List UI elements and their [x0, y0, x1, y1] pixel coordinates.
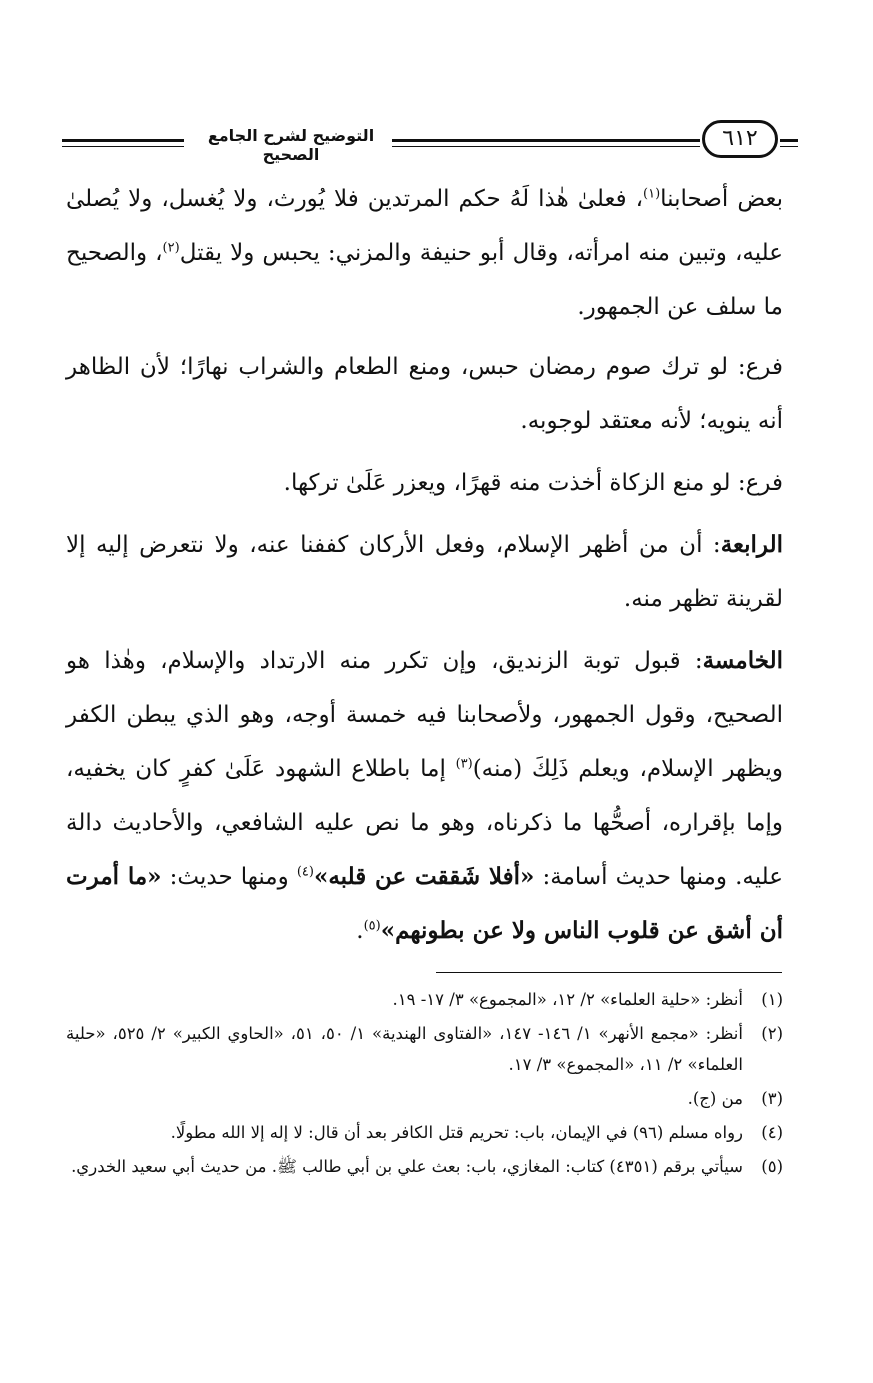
paragraph-5	[66, 634, 783, 958]
footnote	[66, 984, 783, 1015]
footnote-text: أنظر: «مجمع الأنهر» ١/ ١٤٦- ١٤٧، «الفتاوى الهندية» ١/ ٥٠، ٥١، «الحاوي الكبير» ٢/ ٥٢٥، «حلية العلماء» ٢/ ١١، «المجموع» ٣/ ١٧.	[66, 1024, 743, 1074]
page-header	[62, 118, 798, 164]
header-rule-right	[780, 139, 798, 147]
footnote	[66, 1151, 783, 1182]
footnote	[66, 1083, 783, 1114]
footnote-text: سيأتي برقم (٤٣٥١) كتاب: المغازي، باب: بعث علي بن أبي طالب ﷺ. من حديث أبي سعيد الخدري.	[71, 1157, 743, 1176]
text-segment: : قبول توبة الزنديق، وإن تكرر منه الارتداد والإسلام، وهٰذا هو الصحيح، وقول الجمهور، ولأصحابنا فيه خمسة أوجه، وهو الذي يبطن الكفر ويظهر الإسلام، ويعلم ذَلِكَ (منه)	[66, 648, 783, 782]
main-text	[66, 172, 783, 966]
running-title: التوضيح لشرح الجامع الصحيح	[207, 126, 375, 164]
footnote-number: (٣)	[761, 1089, 783, 1108]
paragraph-lead: فرع	[745, 470, 783, 496]
footnote-number: (٥)	[761, 1157, 783, 1176]
footnotes	[66, 984, 783, 1185]
text-segment: : لو ترك صوم رمضان حبس، ومنع الطعام والشراب نهارًا؛ لأن الظاهر أنه ينويه؛ لأنه معتقد لوجوبه.	[66, 354, 783, 434]
paragraph-2	[66, 340, 783, 448]
footnote-ref[interactable]: (٢)	[162, 240, 180, 256]
footnote-separator	[436, 972, 782, 973]
text-segment: إما باطلاع الشهود عَلَىٰ كفرٍ كان يخفيه، وإما بإقراره، أصحُّها ما ذكرناه، وهو ما نص عليه الشافعي، والأحاديث دالة عليه. ومنها حديث أسامة:	[66, 756, 783, 890]
footnote-text: من (ج).	[687, 1089, 743, 1108]
footnote-number: (٢)	[761, 1024, 783, 1043]
footnote-text: رواه مسلم (٩٦) في الإيمان، باب: تحريم قتل الكافر بعد أن قال: لا إله إلا الله مطولًا.	[170, 1123, 743, 1142]
text-segment: : لو منع الزكاة أخذت منه قهرًا، ويعزر عَلَىٰ تركها.	[283, 470, 746, 496]
text-segment: ، والصحيح ما سلف عن الجمهور.	[66, 240, 783, 320]
footnote-number: (١)	[761, 990, 783, 1009]
hadith-quote: «ما أمرت أن أشق عن قلوب الناس ولا عن بطونهم»	[66, 863, 783, 944]
text-segment: ومنها حديث:	[161, 864, 297, 890]
footnote-number: (٤)	[761, 1123, 783, 1142]
paragraph-lead: فرع	[745, 354, 783, 380]
page-number: ٦١٢	[702, 120, 778, 158]
paragraph-4	[66, 518, 783, 626]
text-segment: بعض أصحابنا	[660, 186, 783, 212]
footnote-ref[interactable]: (٣)	[455, 756, 473, 772]
text-segment: ، فعلىٰ هٰذا لَهُ حكم المرتدين فلا يُورث، ولا يُغسل، ولا يُصلىٰ عليه، وتبين منه امرأته، وقال أبو حنيفة والمزني: يحبس ولا يقتل	[66, 186, 783, 266]
text-segment: .	[356, 918, 364, 944]
paragraph-lead: الخامسة	[702, 647, 783, 674]
paragraph-3	[66, 456, 783, 510]
footnote-text: أنظر: «حلية العلماء» ٢/ ١٢، «المجموع» ٣/ ١٧- ١٩.	[392, 990, 743, 1009]
footnote-ref[interactable]: (١)	[643, 186, 661, 202]
footnote	[66, 1117, 783, 1148]
paragraph-1	[66, 172, 783, 334]
text-segment: : أن من أظهر الإسلام، وفعل الأركان كففنا عنه، ولا نتعرض إليه إلا لقرينة تظهر منه.	[66, 532, 783, 612]
header-rule-middle	[392, 139, 700, 147]
header-rule-left	[62, 139, 184, 147]
hadith-quote: «أفلا شَققت عن قلبه»	[313, 863, 535, 890]
footnote	[66, 1018, 783, 1080]
footnote-ref[interactable]: (٥)	[363, 918, 381, 934]
footnote-ref[interactable]: (٤)	[296, 864, 314, 880]
paragraph-lead: الرابعة	[720, 531, 783, 558]
